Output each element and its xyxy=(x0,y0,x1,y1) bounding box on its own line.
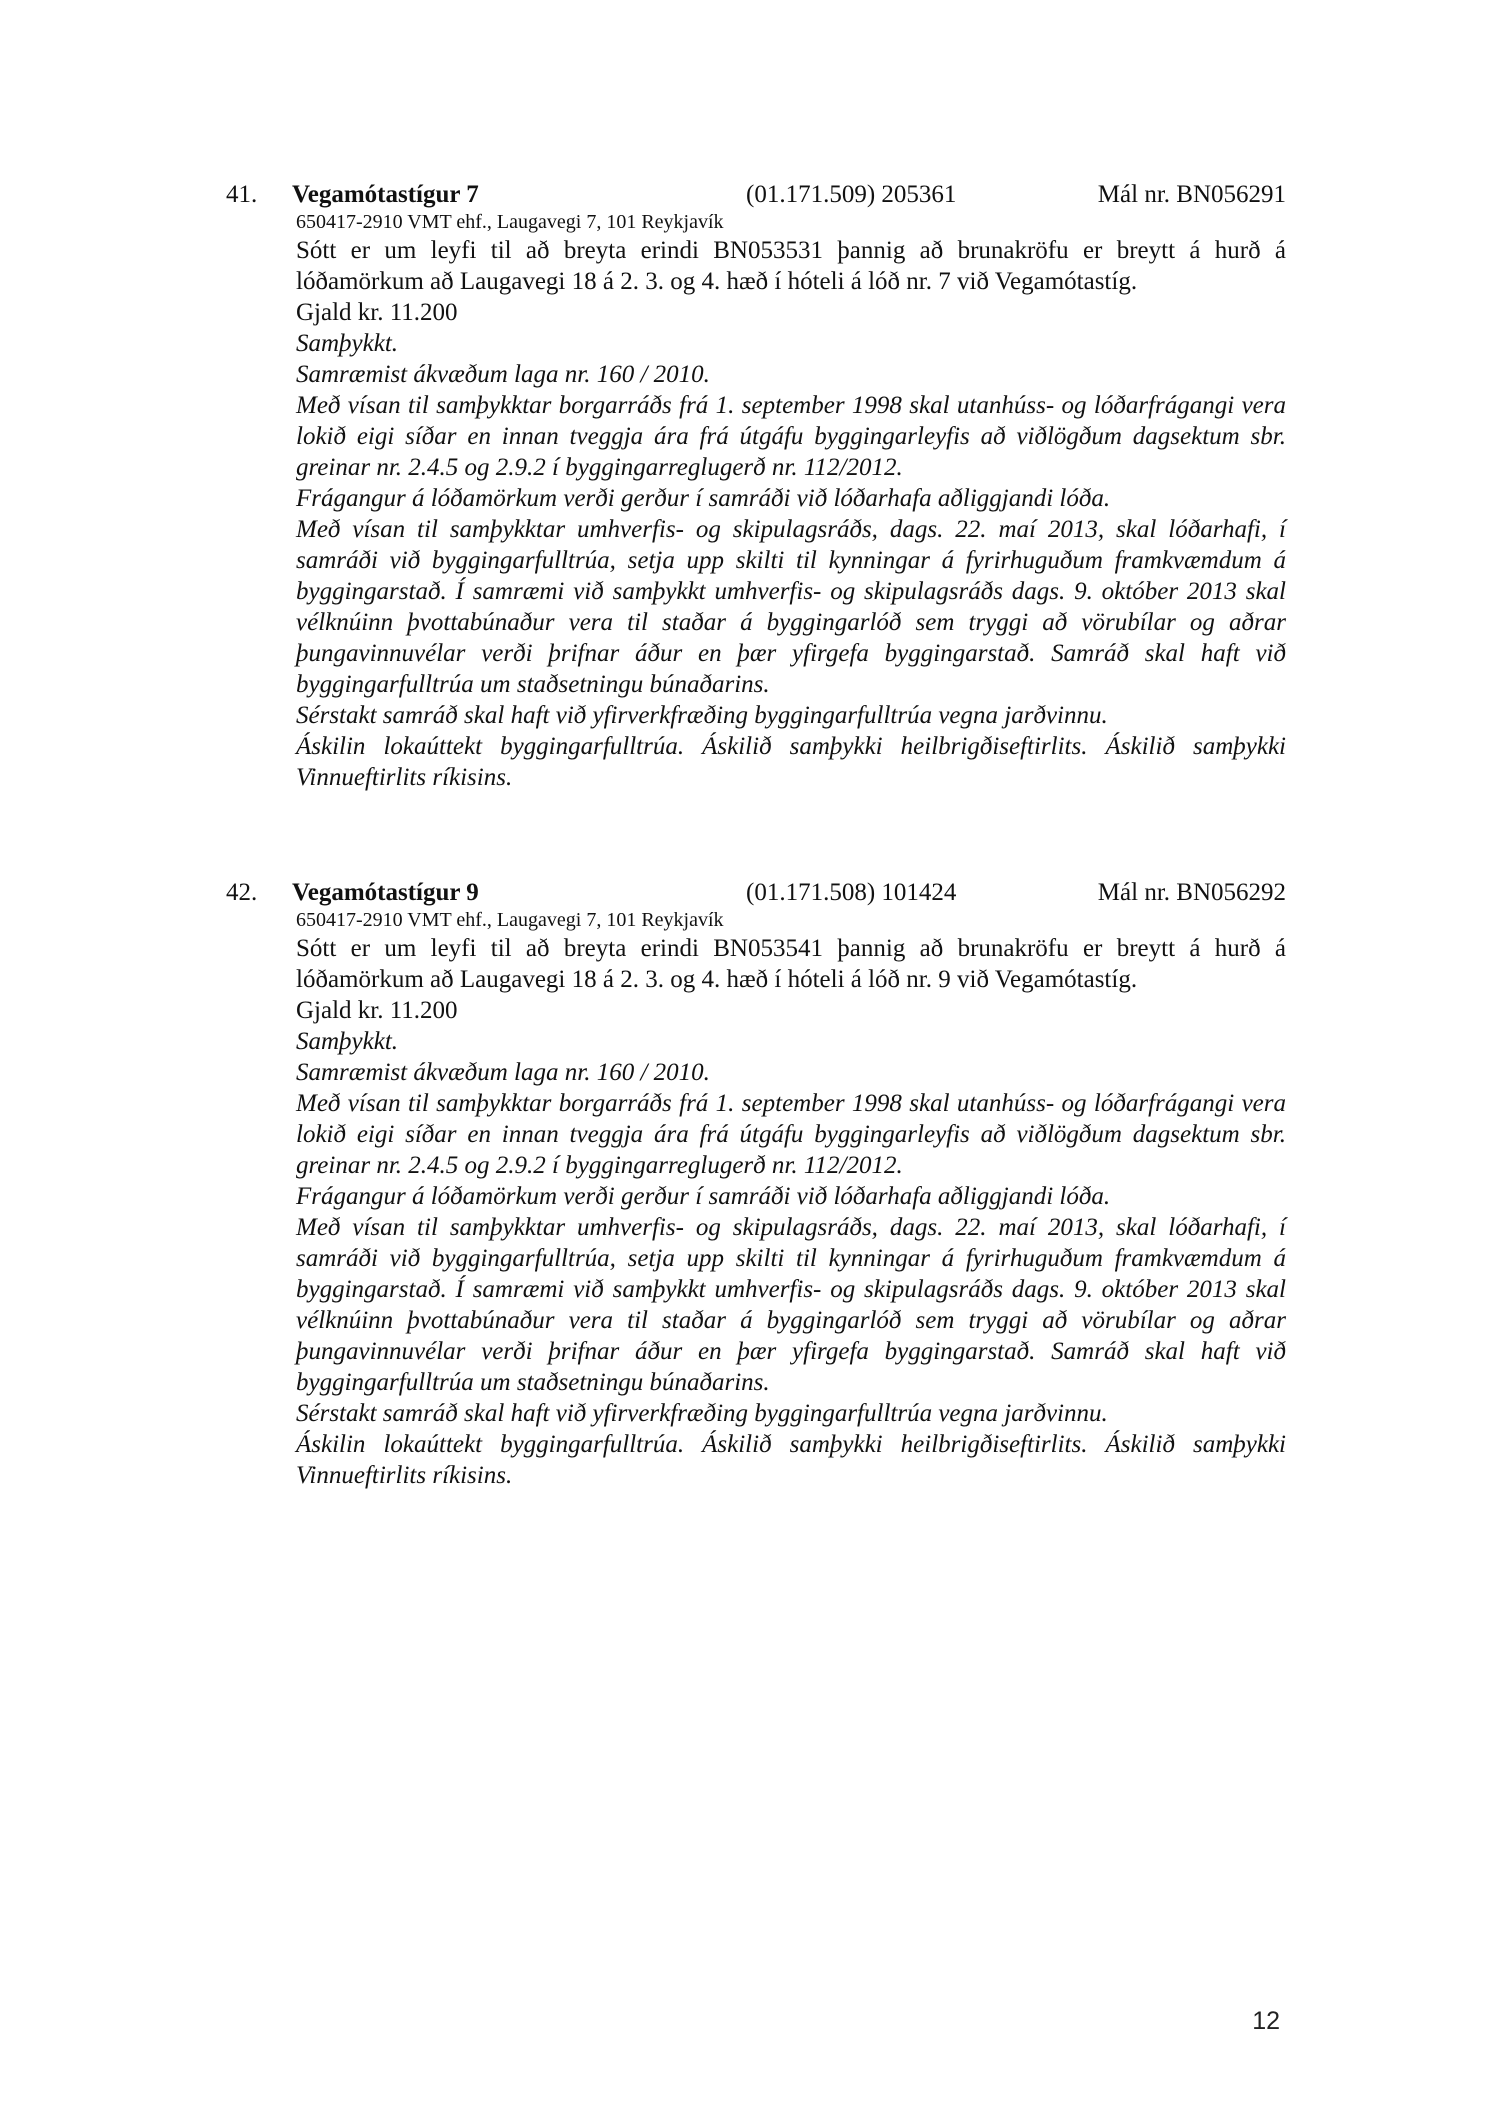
fee: Gjald kr. 11.200 xyxy=(296,299,458,326)
entry-title: Vegamótastígur 7 xyxy=(292,181,479,208)
entry-header xyxy=(226,878,1286,908)
condition-text: Sérstakt samráð skal haft við yfirverkfræðing byggingarfulltrúa vegna jarðvinnu. xyxy=(296,1400,1108,1427)
entry-number: 41. xyxy=(226,181,258,208)
condition-text: Áskilin lokaúttekt byggingarfulltrúa. Áskilið samþykki heilbrigðiseftirlits. Áskilið samþykki Vinnueftirlits ríkisins. xyxy=(296,733,1286,791)
entry-body xyxy=(296,210,1286,793)
entry-header xyxy=(226,180,1286,210)
condition-text: Með vísan til samþykktar borgarráðs frá 1. september 1998 skal utanhúss- og lóðarfrágangi vera lokið eigi síðar en innan tveggja ára frá útgáfu byggingarleyfis að viðlögðum dagsektum sbr. greinar nr. 2.4.5 og 2.9.2 í byggingarreglugerð nr. 112/2012. xyxy=(296,392,1286,481)
applicant: 650417-2910 VMT ehf., Laugavegi 7, 101 Reykjavík xyxy=(296,211,724,233)
law-reference: Samræmist ákvæðum laga nr. 160 / 2010. xyxy=(296,1059,710,1086)
entry-number: 42. xyxy=(226,879,258,906)
condition-text: Með vísan til samþykktar umhverfis- og skipulagsráðs, dags. 22. maí 2013, skal lóðarhafi, í samráði við byggingarfulltrúa, setja upp skilti til kynningar á fyrirhuguðum framkvæmdum á byggingarstað. Í samræmi við samþykkt umhverfis- og skipulagsráðs dags. 9. október 2013 skal vélknúinn þvottabúnaður vera til staðar á byggingarlóð sem tryggi að vörubílar og aðrar þungavinnuvélar verði þrifnar áður en þær yfirgefa byggingarstað. Samráð skal haft við byggingarfulltrúa um staðsetningu búnaðarins. xyxy=(296,516,1286,698)
property-code: (01.171.509) 205361 xyxy=(746,181,957,208)
property-code: (01.171.508) 101424 xyxy=(746,879,957,906)
case-number: Mál nr. BN056291 xyxy=(1097,181,1286,208)
entry-body xyxy=(296,908,1286,1491)
entry-title: Vegamótastígur 9 xyxy=(292,879,479,906)
condition-text: Með vísan til samþykktar umhverfis- og skipulagsráðs, dags. 22. maí 2013, skal lóðarhafi, í samráði við byggingarfulltrúa, setja upp skilti til kynningar á fyrirhuguðum framkvæmdum á byggingarstað. Í samræmi við samþykkt umhverfis- og skipulagsráðs dags. 9. október 2013 skal vélknúinn þvottabúnaður vera til staðar á byggingarlóð sem tryggi að vörubílar og aðrar þungavinnuvélar verði þrifnar áður en þær yfirgefa byggingarstað. Samráð skal haft við byggingarfulltrúa um staðsetningu búnaðarins. xyxy=(296,1214,1286,1396)
condition-text: Áskilin lokaúttekt byggingarfulltrúa. Áskilið samþykki heilbrigðiseftirlits. Áskilið samþykki Vinnueftirlits ríkisins. xyxy=(296,1431,1286,1489)
law-reference: Samræmist ákvæðum laga nr. 160 / 2010. xyxy=(296,361,710,388)
page-number: 12 xyxy=(1252,2007,1280,2035)
agenda-entry-42 xyxy=(226,878,1286,1491)
request-text: Sótt er um leyfi til að breyta erindi BN053541 þannig að brunakröfu er breytt á hurð á lóðamörkum að Laugavegi 18 á 2. 3. og 4. hæð í hóteli á lóð nr. 9 við Vegamótastíg. xyxy=(296,935,1286,993)
approval: Samþykkt. xyxy=(296,330,399,357)
applicant: 650417-2910 VMT ehf., Laugavegi 7, 101 Reykjavík xyxy=(296,909,724,931)
fee: Gjald kr. 11.200 xyxy=(296,997,458,1024)
condition-text: Frágangur á lóðamörkum verði gerður í samráði við lóðarhafa aðliggjandi lóða. xyxy=(296,1183,1111,1210)
condition-text: Frágangur á lóðamörkum verði gerður í samráði við lóðarhafa aðliggjandi lóða. xyxy=(296,485,1111,512)
request-text: Sótt er um leyfi til að breyta erindi BN053531 þannig að brunakröfu er breytt á hurð á lóðamörkum að Laugavegi 18 á 2. 3. og 4. hæð í hóteli á lóð nr. 7 við Vegamótastíg. xyxy=(296,237,1286,295)
agenda-entry-41 xyxy=(226,180,1286,793)
condition-text: Með vísan til samþykktar borgarráðs frá 1. september 1998 skal utanhúss- og lóðarfrágangi vera lokið eigi síðar en innan tveggja ára frá útgáfu byggingarleyfis að viðlögðum dagsektum sbr. greinar nr. 2.4.5 og 2.9.2 í byggingarreglugerð nr. 112/2012. xyxy=(296,1090,1286,1179)
case-number: Mál nr. BN056292 xyxy=(1097,879,1286,906)
condition-text: Sérstakt samráð skal haft við yfirverkfræðing byggingarfulltrúa vegna jarðvinnu. xyxy=(296,702,1108,729)
approval: Samþykkt. xyxy=(296,1028,399,1055)
